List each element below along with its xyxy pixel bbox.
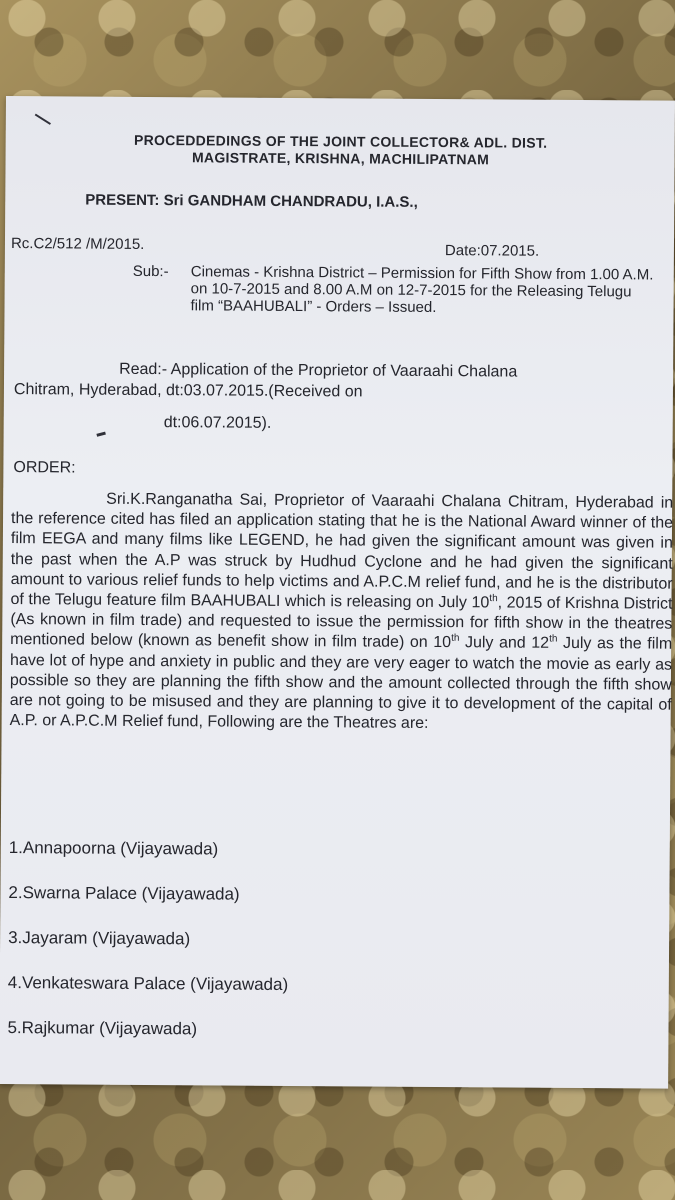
order-body-part-1: Sri.K.Ranganatha Sai, Proprietor of Vaaraahi Chalana Chitram, Hyderabad in the reference cited has filed an application stating that he is the National Award winner of the film EEGA and many films like LEGEND, he had given the significant amount was given in the past when the A.P was struck by Hudhud Cyclone and he had given the significant amount to various relief funds to help victims and A.P.C.M relief fund, and he is the distributor of the Telugu feature film BAAHUBALI which is releasing on July 10 (10, 490, 674, 612)
read-line-2: Chitram, Hyderabad, dt:03.07.2015.(Received on (13, 381, 363, 401)
order-body-sup-3: th (549, 633, 558, 645)
order-body-part-4: July as the film have lot of hype and anxiety in public and they are very eager to watch the movie as early as possible so they are planning the fifth show and the amount collected through the fifth show are not going to be misused and they are planning to give it to development of the capital of A.P. or A.P.C.M Relief fund, Following are the Theatres are: (9, 635, 673, 733)
pen-mark-dash (96, 432, 105, 437)
document-heading (81, 132, 601, 170)
subject-text: Cinemas - Krishna District – Permission for Fifth Show from 1.00 A.M. on 10-7-2015 and 8.00 A.M on 12-7-2015 for the Releasing Telugu film “BAAHUBALI” - Orders – Issued. (190, 263, 654, 317)
order-body-part-3: July and 12 (459, 634, 550, 653)
heading-line-2: MAGISTRATE, KRISHNA, MACHILIPATNAM (191, 149, 490, 168)
read-line-1: Read:- Application of the Proprietor of Vaaraahi Chalana (119, 360, 518, 381)
reference-number: Rc.C2/512 /M/2015. (10, 235, 145, 253)
subject-block (132, 263, 654, 318)
pen-mark (35, 114, 51, 125)
order-body-part-2: , 2015 of Krishna District (As known in film trade) and requested to issue the permission for fifth show in the theatres mentioned below (known as benefit show in film trade) on 10 (10, 594, 673, 652)
theatre-item: 5.Rajkumar (Vijayawada) (7, 1018, 198, 1039)
document-date: Date:07.2015. (444, 242, 540, 260)
document-page (0, 96, 675, 1089)
theatre-item: 2.Swarna Palace (Vijayawada) (8, 883, 240, 904)
theatre-item: 4.Venkateswara Palace (Vijayawada) (7, 973, 289, 994)
order-body-sup-2: th (451, 633, 460, 645)
theatre-list (7, 837, 609, 1066)
heading-line-1: PROCEDDEDINGS OF THE JOINT COLLECTOR& ADL. DIST. (133, 131, 548, 151)
theatre-item: 3.Jayaram (Vijayawada) (8, 928, 191, 949)
subject-label: Sub:- (132, 262, 169, 281)
document-content (0, 96, 675, 1089)
order-title: ORDER: (13, 459, 76, 477)
order-body-sup-1: th (489, 593, 498, 605)
read-line-3: dt:06.07.2015). (163, 414, 272, 432)
order-body (10, 489, 674, 736)
theatre-item: 1.Annapoorna (Vijayawada) (8, 838, 219, 859)
present-officer: PRESENT: Sri GANDHAM CHANDRADU, I.A.S., (85, 191, 418, 211)
